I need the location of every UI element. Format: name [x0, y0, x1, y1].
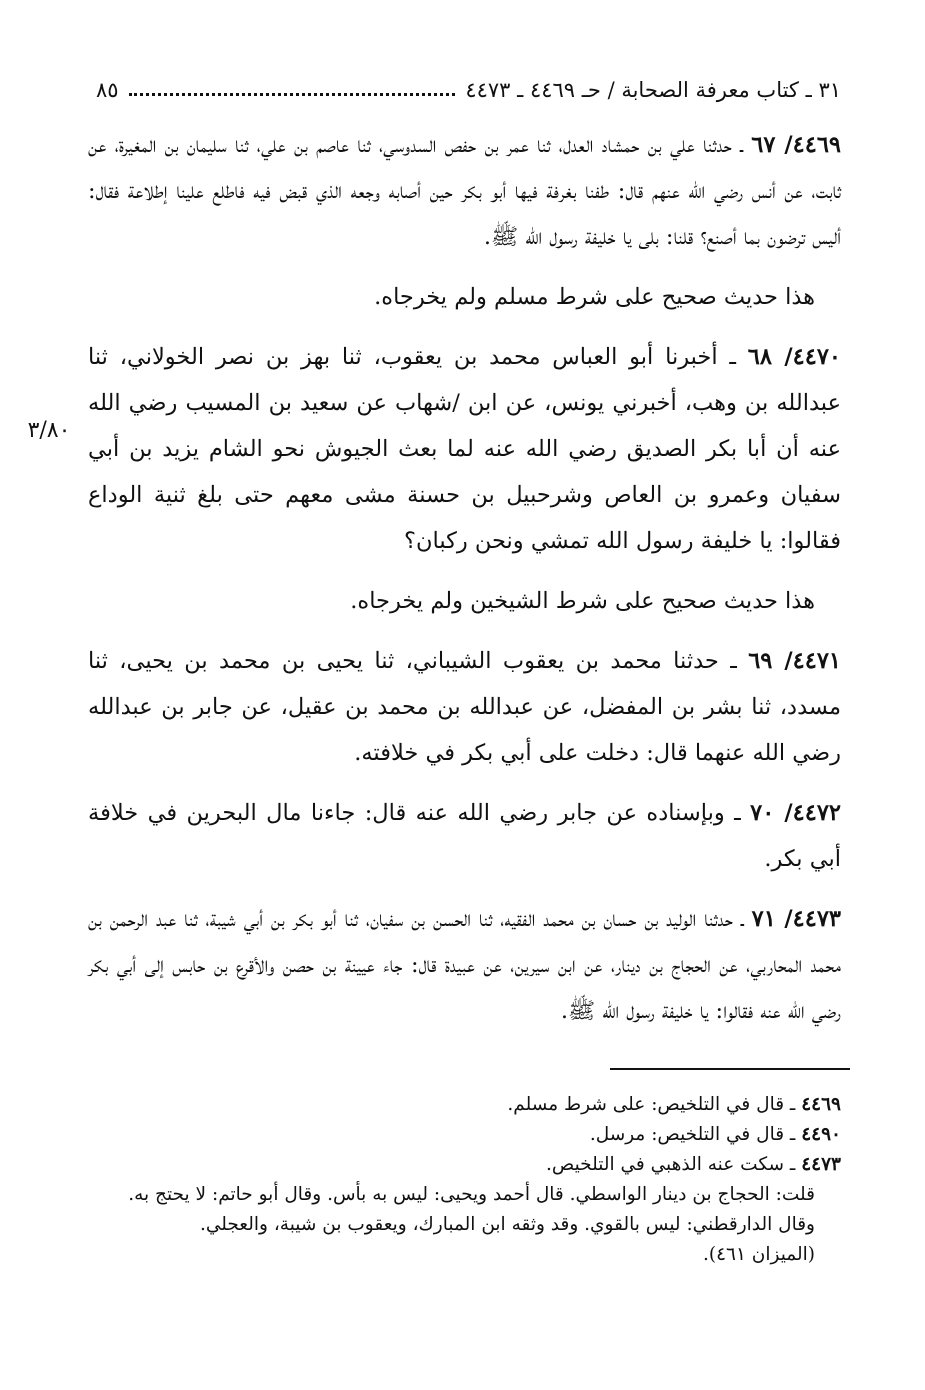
footnote-quote-line: وقال الدارقطني: ليس بالقوي. وقد وثقه ابن المبارك، ويعقوب بن شيبة، والعجلي. — [199, 1214, 815, 1235]
running-header — [96, 70, 841, 110]
footnote-divider — [610, 1068, 850, 1070]
footnote — [96, 1150, 841, 1180]
hadith-text: ـ أخبرنا أبو العباس محمد بن يعقوب، ثنا بهز بن نصر الخولاني، ثنا عبدالله بن وهب، أخبرني يونس، عن ابن /شهاب عن سعيد بن المسيب رضي الله عنه أن أبا بكر الصديق رضي الله عنه لما بعث الجيوش نحو الشام يزيد بن أبي سفيان وعمرو بن العاص وشرحبيل بن حسنة مشى معهم حتى بلغ ثنية الوداع فقالوا: يا خليفة رسول الله تمشي ونحن ركبان؟ — [88, 344, 841, 554]
hadith-paragraph — [88, 122, 841, 260]
footnote-quote-line: (الميزان ٤٦١). — [702, 1244, 815, 1265]
hadith-verdict: هذا حديث صحيح على شرط مسلم ولم يخرجاه. — [374, 284, 815, 310]
hadith-number: ٤٤٧٢/ ٧٠ — [750, 800, 841, 826]
hadith-paragraph — [88, 790, 841, 882]
page-number: ٨٥ — [96, 78, 119, 102]
footnotes — [96, 1090, 841, 1270]
hadith-text: ـ وبإسناده عن جابر رضي الله عنه قال: جاءنا مال البحرين في خلافة أبي بكر. — [88, 800, 841, 872]
hadith-number: ٤٤٧١/ ٦٩ — [748, 648, 841, 674]
hadith-text: ـ حدثنا محمد بن يعقوب الشيباني، ثنا يحيى بن محمد بن يحيى، ثنا مسدد، ثنا بشر بن المفضل، عن عبدالله بن محمد بن عقيل، عن جابر بن عبدالله رضي الله عنهما قال: دخلت على أبي بكر في خلافته. — [88, 648, 841, 766]
footnote — [96, 1090, 841, 1120]
hadith-paragraph — [88, 896, 841, 1034]
hadith-paragraph — [88, 638, 841, 776]
margin-note: ٣/٨٠ — [27, 418, 71, 443]
hadith-number: ٤٤٦٩/ ٦٧ — [751, 132, 841, 158]
hadith-body — [88, 122, 841, 1048]
footnote-text: ـ قال في التلخيص: على شرط مسلم. — [507, 1094, 796, 1115]
footnote-text: ـ قال في التلخيص: مرسل. — [589, 1124, 796, 1145]
chapter-title: ٣١ ـ كتاب معرفة الصحابة / حـ ٤٤٦٩ ـ ٤٤٧٣ — [465, 78, 841, 102]
footnote-number: ٤٤٧٣ — [801, 1154, 841, 1175]
footnote-number: ٤٤٩٠ — [801, 1124, 841, 1145]
hadith-text: ـ حدثنا علي بن حمشاد العدل، ثنا عمر بن حفص السدوسي، ثنا عاصم بن علي، ثنا سليمان بن المغيرة، عن ثابت، عن أنس رضي الله عنهم قال: طفنا بغرفة فيها أبو بكر حين أصابه وجعه الذي قبض فيه فاطلع علينا إطلاعة فقال: أليس ترضون بما أصنع؟ قلنا: بلى يا خليفة رسول الله ﷺ. — [88, 132, 841, 250]
hadith-verdict: هذا حديث صحيح على شرط الشيخين ولم يخرجاه. — [350, 588, 815, 614]
hadith-number: ٤٤٧٠/ ٦٨ — [747, 344, 841, 370]
hadith-text: ـ حدثنا الوليد بن حسان بن محمد الفقيه، ثنا الحسن بن سفيان، ثنا أبو بكر بن أبي شيبة، ثنا عبد الرحمن بن محمد المحاربي، عن الحجاج بن دينار، عن ابن سيرين، عن عبيدة قال: جاء عيينة بن حصن والأقرع بن حابس إلى أبي بكر رضي الله عنه فقالوا: يا خليفة رسول الله ﷺ. — [88, 906, 841, 1024]
footnote-number: ٤٤٦٩ — [801, 1094, 841, 1115]
hadith-paragraph — [88, 334, 841, 564]
hadith-number: ٤٤٧٣/ ٧١ — [751, 906, 841, 932]
dot-leader — [129, 93, 456, 96]
footnote — [96, 1120, 841, 1150]
footnote-text: ـ سكت عنه الذهبي في التلخيص. — [546, 1154, 796, 1175]
footnote-quote-line: قلت: الحجاج بن دينار الواسطي. قال أحمد ويحيى: ليس به بأس. وقال أبو حاتم: لا يحتج به. — [128, 1184, 815, 1205]
